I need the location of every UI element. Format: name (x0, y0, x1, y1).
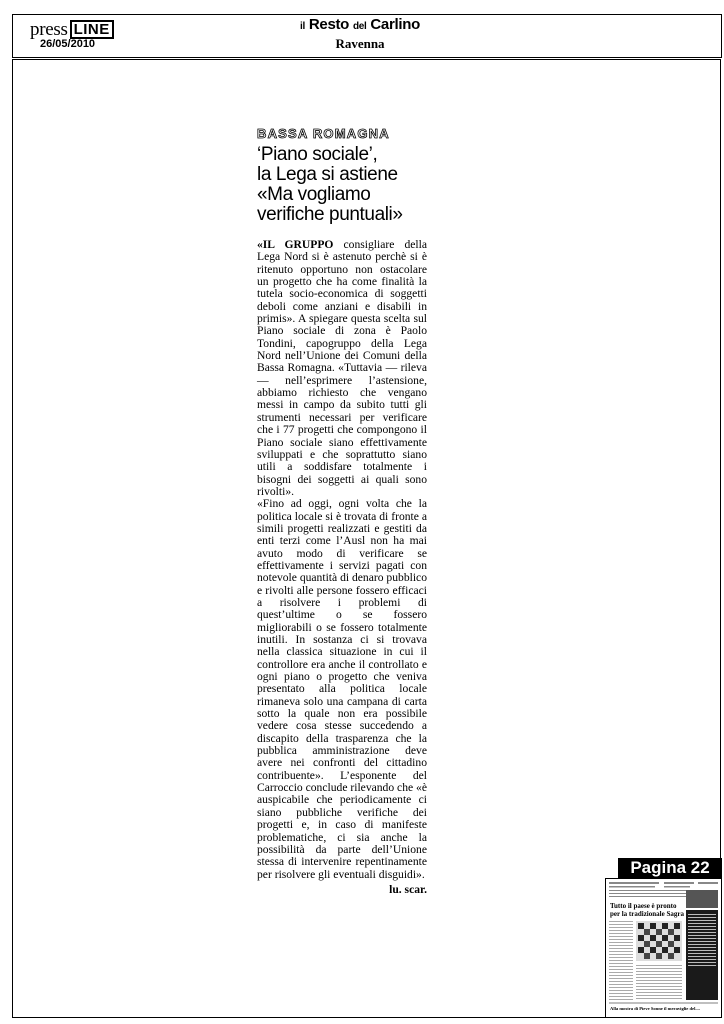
page-thumbnail-image (605, 878, 722, 1018)
article-paragraph: «Fino ad oggi, ogni volta che la politica locale si è trovata di fronte a simili progetti realizzati e gestiti da enti terzi come l’Ausl non ha mai avuto modo di verificare se effettivamente i servizi pagati con notevole quantità di denaro pubblico e rivolti alle persone fossero efficaci a risolvere i problemi di quest’ultime o se fossero migliorabili o se fossero totalmente inutili. In sostanza ci si trovava nella classica situazione in cui il controllore era anche il controllato e ogni piano o progetto che veniva presentato alla politica locale rimaneva solo una campana di carta sotto la quale non era possibile vedere cosa stesse succedendo a discapito della trasparenza che la pubblica amministrazione deve avere nei confronti del cittadino contribuente». L’esponente del Carroccio conclude rilevando che «è auspicabile che periodicamente ci siano pubbliche verifiche dei progetti e, in caso di manifeste problematiche, ci sia anche la possibilità da parte dell’Unione stessa di intervenire repentinamente per risolvere gli eventuali disguidi». (257, 497, 427, 881)
headline-line: ‘Piano sociale’, (257, 144, 378, 165)
header-bottom-rule (12, 57, 722, 58)
article-lead: «IL GRUPPO (257, 238, 334, 251)
header-right-rule (721, 14, 722, 57)
headline-line: verifiche puntuali» (257, 204, 403, 225)
thumb-right-column (686, 890, 718, 1000)
pressline-logo (30, 16, 114, 40)
thumb-columns (609, 921, 633, 1000)
headline-line: «Ma vogliamo (257, 184, 371, 205)
brand-line: LINE (70, 20, 114, 39)
headline-line: la Lega si astiene (257, 164, 398, 185)
edition-name: Ravenna (335, 36, 385, 51)
thumbnail-graphic (606, 879, 721, 1017)
thumb-headline-1: Tutto il paese è pronto (610, 902, 677, 910)
thumb-photo-grid (636, 921, 682, 961)
article-byline: lu. scar. (389, 882, 427, 896)
article-paragraph (257, 239, 427, 498)
thumb-headline-2: per la tradizionale Sagra (610, 910, 684, 918)
page-thumbnail[interactable] (600, 858, 722, 1018)
article-kicker: BASSA ROMAGNA (257, 126, 390, 141)
article-body (257, 239, 427, 881)
masthead-carlino: Carlino (370, 16, 420, 33)
masthead-title (260, 16, 460, 36)
article-headline (257, 145, 427, 225)
masthead-del: del (352, 21, 367, 32)
masthead-resto: Resto (308, 16, 350, 33)
header-left-rule (12, 14, 13, 57)
header-top-rule (12, 14, 722, 15)
page-number-badge: Pagina 22 (618, 858, 722, 878)
thumb-footer: Alla mostra di Pieve Sonne il meraviglie del.... (610, 1006, 700, 1011)
newspaper-masthead (260, 16, 460, 52)
paragraph-text: consigliare della Lega Nord si è astenuto perchè si è ritenuto opportuno non ostacolare un progetto che ha come finalità la tutela socio-economica di soggetti deboli come anziani e disabili in primis». A spiegare questa scelta sul Piano sociale di zona è Paolo Tondini, capogruppo della Lega Nord nell’Unione dei Comuni della Bassa Romagna. «Tuttavia — rileva — nell’esprimere l’astensione, abbiamo richiesto che vengano messi in campo da subito tutti gli strumenti necessari per verificare che i 77 progetti che compongono il Piano sociale siano effettivamente sviluppati e che soprattutto siano utili a soddisfare totalmente i bisogni dei soggetti ai quali sono rivolti». (257, 238, 427, 498)
press-header (0, 0, 724, 58)
masthead-il: il (300, 21, 305, 32)
article (257, 126, 427, 896)
issue-date: 26/05/2010 (40, 38, 96, 50)
brand-press: press (30, 19, 68, 40)
thumb-middle-text (636, 965, 682, 999)
